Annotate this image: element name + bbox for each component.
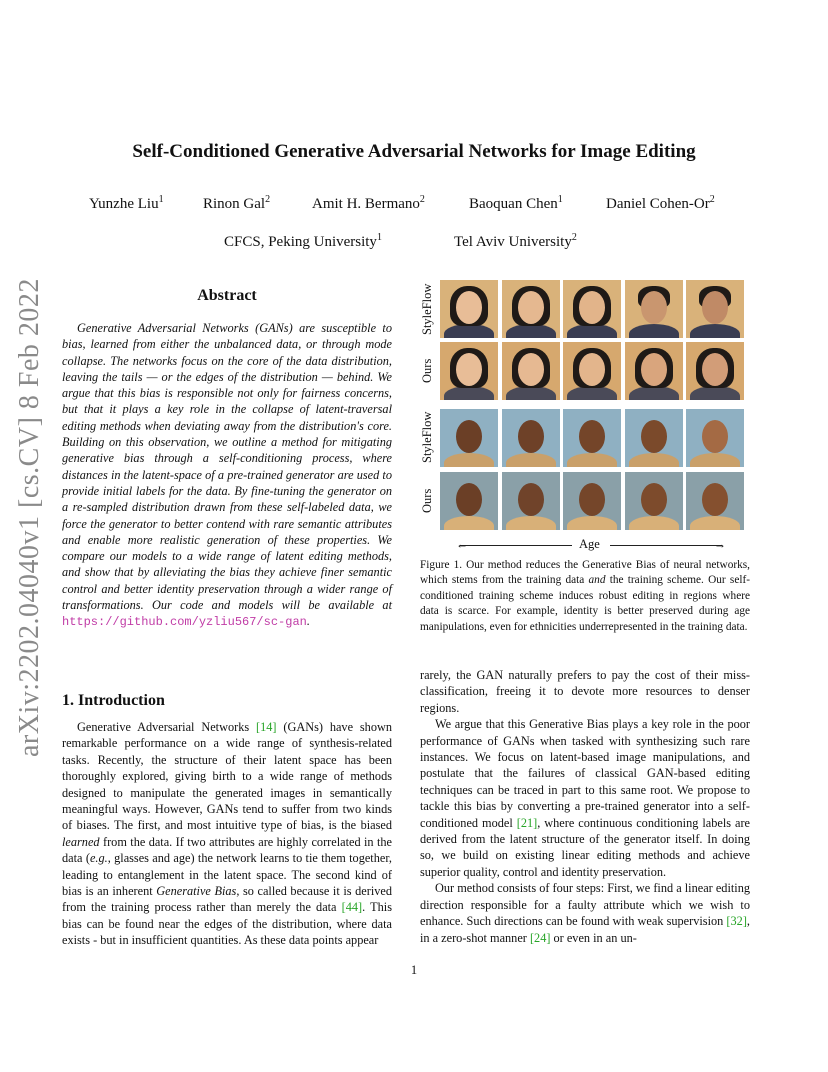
face-image <box>686 409 744 467</box>
face-image <box>686 342 744 400</box>
caption-text-2: the training scheme. Our self-conditioned training scheme induces robust editing in regions where data is scarce. For example, identity is better preserved during age manipulations, even for ethnicities underrepresented in the training data. <box>420 574 750 633</box>
abstract-heading: Abstract <box>197 287 257 304</box>
face-image <box>502 472 560 530</box>
caption-emphasis: and <box>588 574 606 587</box>
author-3 <box>312 194 425 213</box>
abstract-text: Generative Adversarial Networks (GANs) are susceptible to bias, learned from either the unbalanced data, or through mode collapse. The networks focus on the core of the data distribution, leaving the tails — or the edges of the distribution — behind. We argue that this bias is responsible not only for fairness concerns, but that it plays a key role in the collapse of latent-traversal editing methods when deviating away from the distribution's core. Building on this observation, we outline a method for mitigating generative bias through a self-conditioning process, where distances in the latent-space of a pre-trained generator are used to provide initial labels for the data. By fine-tuning the generator on a re-sampled distribution drawn from these self-labeled data, we force the generator to better contend with rare semantic attributes and enable more realistic generation of these properties. We compare our models to a wide range of latent editing methods, and show that by alleviating the bias they achieve finer semantic control and better identity preservation through a wider range of transformations. Our code and models will be available at <box>62 321 392 613</box>
citation-link[interactable]: [44] <box>341 900 363 915</box>
author-name: Yunzhe Liu <box>89 196 159 212</box>
author-name: Baoquan Chen <box>469 196 558 212</box>
face-image <box>502 409 560 467</box>
age-axis-label: Age <box>579 537 600 551</box>
author-affiliation-mark: 2 <box>265 194 271 205</box>
affiliation-number: 1 <box>376 232 382 243</box>
affiliation-name: CFCS, Peking University <box>224 234 377 250</box>
author-5 <box>606 194 715 213</box>
intro-paragraph-1: Generative Adversarial Networks [14] (GANs) have shown remarkable performance on a wide range of synthesis-related tasks. Recently, the structure of their latent space has been thoroughly explored, giving birth to a wide range of methods designed to manipulate the generated images in semantically meaningful ways. However, GANs tend to suffer from two kinds of biases. The first, and most intuitive type of bias, is the biased learned from the data. If two attributes are highly correlated in the data (e.g., glasses and age) the network learns to tie them together, leading to entanglement in the latent space. The second kind of bias is an inherent Generative Bias, so called because it is derived from the training process rather than merely the data [44]. This bias can be found near the edges of the distribution, where data exists - but in insufficient quantities. As these data points appear <box>62 720 393 948</box>
affiliation-name: Tel Aviv University <box>454 234 572 250</box>
arrow-left-icon: ← <box>456 537 468 551</box>
arxiv-stamp: arXiv:2202.04040v1 [cs.CV] 8 Feb 2022 <box>14 278 45 757</box>
face-image <box>440 342 498 400</box>
face-image <box>440 472 498 530</box>
face-image <box>625 342 683 400</box>
face-image <box>625 409 683 467</box>
intro-paragraph-3: Our method consists of four steps: First, we find a linear editing direction responsible for a faulty attribute which we wish to enhance. Such directions can be found with weak supervision [32], in a zero-shot manner [24] or even in an un- <box>420 881 750 945</box>
face-image <box>563 472 621 530</box>
intro-right-column <box>420 667 750 946</box>
author-affiliation-mark: 2 <box>709 194 715 205</box>
section-heading-introduction: 1. Introduction <box>62 692 165 709</box>
face-image <box>440 280 498 338</box>
citation-link[interactable]: [32] <box>726 914 747 929</box>
row-label-ours-1: Ours <box>420 358 434 384</box>
caption-text: Our method reduces the Generative Bias of neural networks, which stems from the training data <box>420 559 750 587</box>
author-name: Rinon Gal <box>203 196 266 212</box>
citation-link[interactable]: [24] <box>529 930 551 945</box>
face-image <box>563 409 621 467</box>
row-label-ours-2: Ours <box>420 488 434 514</box>
row-label-styleflow-1: StyleFlow <box>420 283 434 335</box>
arrow-right-icon: → <box>714 537 726 551</box>
face-image <box>686 280 744 338</box>
affiliation-1 <box>224 232 382 251</box>
intro-paragraph-2: We argue that this Generative Bias plays a key role in the poor performance of GANs when tasked with synthesizing such rare instances. We focus on latent-based image manipulations, and postulate that the failures of classical GAN-based editing techniques can be traced in part to this same root. We propose to tackle this bias by converting a pre-trained generator into a self-conditioned model [21], where continuous conditioning labels are derived from the latent structure of the generator itself. In doing so, we build on existing linear editing methods and achieve superior quality, control and identity preservation. <box>420 717 750 879</box>
face-image <box>563 342 621 400</box>
affiliation-number: 2 <box>571 232 577 243</box>
face-image <box>502 342 560 400</box>
author-1 <box>89 194 164 213</box>
face-image <box>440 409 498 467</box>
face-image <box>625 280 683 338</box>
author-affiliation-mark: 2 <box>419 194 425 205</box>
figure-caption <box>420 558 750 635</box>
age-axis <box>456 537 726 553</box>
author-list <box>0 194 828 216</box>
citation-link[interactable]: [14] <box>256 720 277 734</box>
abstract-body: Generative Adversarial Networks (GANs) are susceptible to bias, learned from either the unbalanced data, or through mode collapse. The networks focus on the core of the data distribution, leaving the tails — or the edges of the distribution — behind. We argue that this bias is responsible not only for fairness concerns, but that it plays a key role in the collapse of latent-traversal editing methods when deviating away from the distribution's core. Building on this observation, we outline a method for mitigating generative bias through a self-conditioning process, where distances in the latent-space of a pre-trained generator are used to provide initial labels for the data. By fine-tuning the generator on a re-sampled distribution drawn from these self-labeled data, we force the generator to better contend with rare semantic attributes and enable more realistic generation of these properties. We compare our models to a wide range of latent editing methods, and show that by alleviating the bias they achieve finer semantic control and better identity preservation through a wider range of transformations. Our code and models will be available at https://github.com/yzliu567/sc-gan. <box>62 321 392 630</box>
citation-link[interactable]: [21] <box>516 815 538 830</box>
age-axis-left-line <box>460 545 572 546</box>
intro-left-column <box>62 719 392 949</box>
author-affiliation-mark: 1 <box>158 194 164 205</box>
face-image <box>686 472 744 530</box>
face-image <box>625 472 683 530</box>
figure-1 <box>420 278 750 536</box>
affiliation-2 <box>454 232 577 251</box>
age-axis-right-line <box>610 545 722 546</box>
author-2 <box>203 194 270 213</box>
paper-title: Self-Conditioned Generative Adversarial Networks for Image Editing <box>132 141 696 162</box>
author-4 <box>469 194 563 213</box>
row-label-styleflow-2: StyleFlow <box>420 411 434 463</box>
page-number: 1 <box>410 963 418 977</box>
author-name: Amit H. Bermano <box>312 196 420 212</box>
face-image <box>563 280 621 338</box>
intro-paragraph-1-cont: rarely, the GAN naturally prefers to pay the cost of their miss-classification, freeing it to devote more resources to denser regions. <box>420 668 750 715</box>
author-name: Daniel Cohen-Or <box>606 196 710 212</box>
code-url-link[interactable]: https://github.com/yzliu567/sc-gan <box>62 615 307 630</box>
author-affiliation-mark: 1 <box>557 194 563 205</box>
caption-label: Figure 1. <box>420 559 463 571</box>
face-image <box>502 280 560 338</box>
